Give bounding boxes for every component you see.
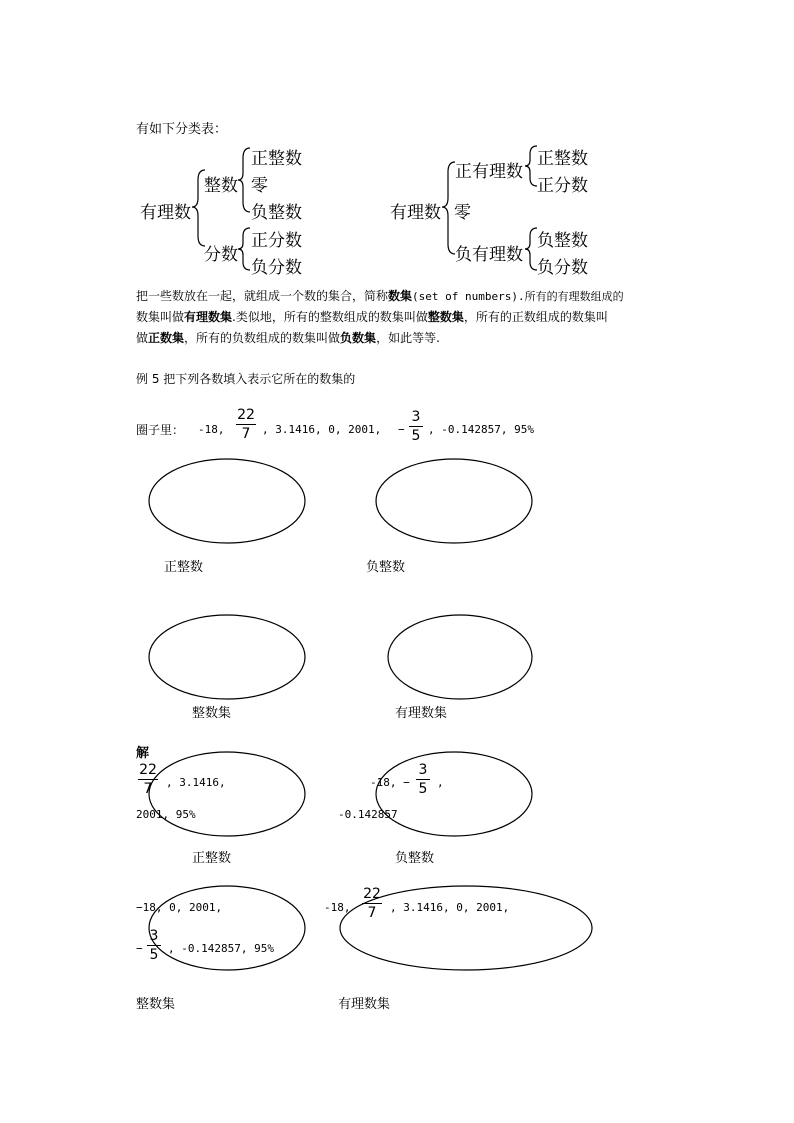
example-numbers-2: , 3.1416, 0, 2001,: [262, 423, 382, 436]
para-line-3: 做正数集，所有的负数组成的数集叫做负数集，如此等等.: [136, 331, 440, 345]
sol-c-minus: −: [136, 942, 143, 955]
sol-d-fraction-22-7: 22 7: [363, 886, 381, 921]
para-line-2: 数集叫做有理数集.类似地，所有的整数组成的数集叫做整数集，所有的正数组成的数集叫: [136, 310, 608, 324]
tree1-integer: 整数: [204, 176, 238, 196]
sol-a-line-2: 2001, 95%: [136, 808, 196, 821]
ellipse-rational-set: [388, 615, 532, 699]
example-fraction-3-5: 3 5: [409, 409, 423, 444]
sol-b-fraction-3-5: 3 5: [416, 762, 430, 797]
example-minus: −: [398, 423, 405, 436]
sol-label-pos-int: 正整数: [192, 851, 232, 866]
ellipse-sol-neg-int: [376, 752, 532, 836]
tree2-neg-int: 负整数: [537, 231, 588, 251]
label-rational-set: 有理数集: [395, 706, 448, 721]
tree2-pos-frac: 正分数: [537, 176, 588, 196]
example-fraction-22-7: 22 7: [237, 407, 255, 442]
sol-a-fraction-22-7: 22 7: [139, 762, 157, 797]
solution-heading: 解: [136, 746, 150, 761]
sol-d-rest: , 3.1416, 0, 2001,: [390, 901, 510, 914]
tree2-positive: 正有理数: [455, 162, 523, 182]
sol-c-fraction-3-5: 3 5: [147, 928, 161, 963]
sol-b-line-1: -18, −: [370, 776, 410, 789]
sol-c-line-1: −18, 0, 2001,: [136, 901, 223, 914]
tree2-zero: 零: [454, 203, 471, 223]
intro-text: 有如下分类表：: [136, 122, 228, 137]
sol-label-neg-int: 负整数: [395, 851, 435, 866]
label-int-set: 整数集: [192, 706, 232, 721]
tree1-root: 有理数: [140, 203, 191, 223]
sol-label-int-set: 整数集: [136, 997, 176, 1012]
tree1-pos-frac: 正分数: [251, 231, 302, 251]
tree1-zero: 零: [251, 176, 268, 196]
sol-a-line-1: , 3.1416,: [166, 776, 226, 789]
sol-b-line-2: -0.142857: [338, 808, 398, 821]
para-line-1: 把一些数放在一起，就组成一个数的集合，简称数集(set of numbers).所有的有理数组成的: [136, 289, 624, 303]
tree2-pos-int: 正整数: [537, 149, 588, 169]
ellipse-sol-pos-int: [149, 752, 305, 836]
label-pos-int: 正整数: [164, 560, 204, 575]
tree2-negative: 负有理数: [455, 245, 523, 265]
label-neg-int: 负整数: [366, 560, 406, 575]
sol-label-rational-set: 有理数集: [338, 997, 391, 1012]
tree1-fraction: 分数: [204, 245, 238, 265]
sol-b-comma: ,: [437, 776, 444, 789]
tree1-neg-frac: 负分数: [251, 258, 302, 278]
example-numbers-3: , -0.142857, 95%: [428, 423, 534, 436]
example-number-1: -18,: [198, 423, 225, 436]
tree1-pos-int: 正整数: [251, 149, 302, 169]
tree2-neg-frac: 负分数: [537, 258, 588, 278]
ellipse-sol-int-set: [149, 886, 305, 970]
tree1-neg-int: 负整数: [251, 203, 302, 223]
sol-c-line-2: , -0.142857, 95%: [168, 942, 274, 955]
ellipse-neg-int: [376, 459, 532, 543]
tree2-root: 有理数: [390, 203, 441, 223]
ellipse-pos-int: [149, 459, 305, 543]
example-title: 例 5 把下列各数填入表示它所在的数集的: [136, 372, 356, 386]
example-prefix: 圈子里：: [136, 423, 185, 437]
sol-d-prefix: -18,: [324, 901, 351, 914]
ellipse-int-set: [149, 615, 305, 699]
